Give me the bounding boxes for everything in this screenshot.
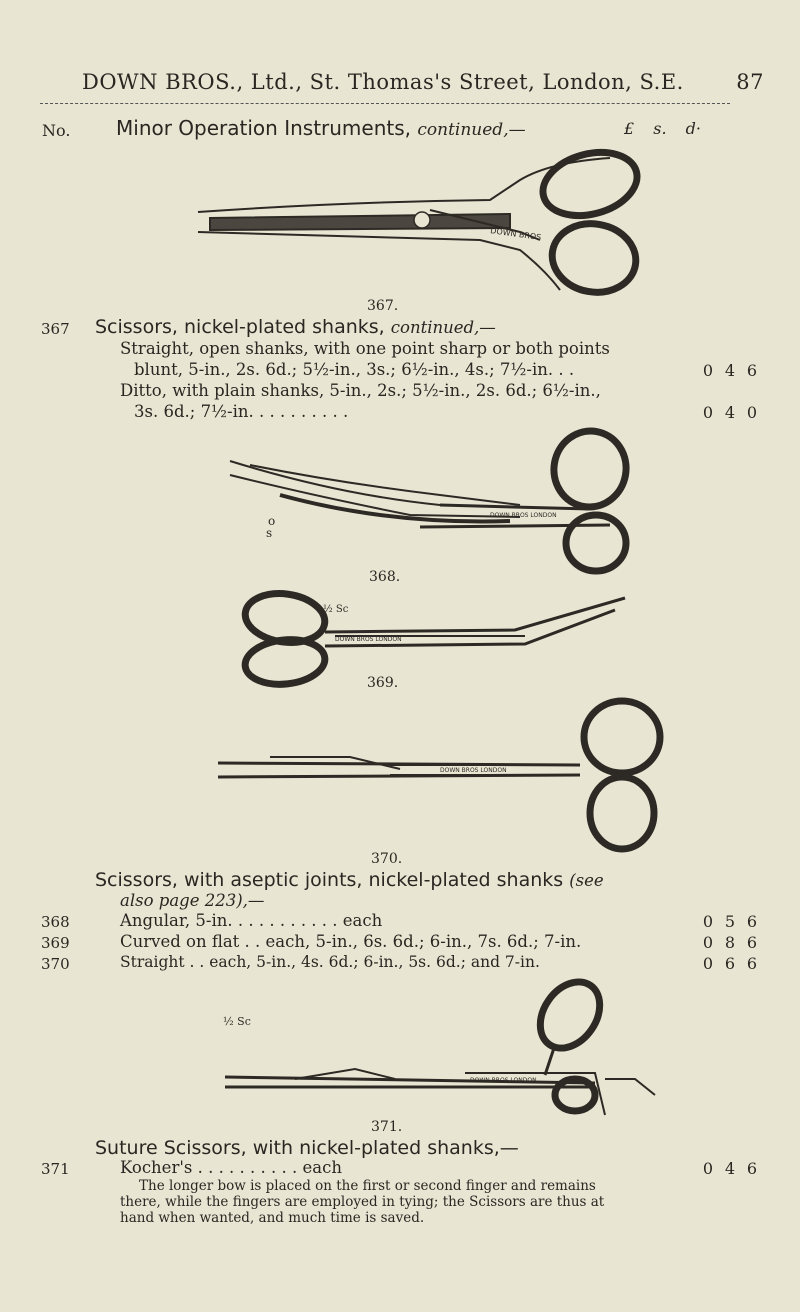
entry-number-368: 368 [41,913,70,931]
entry-371-note-line2: there, while the fingers are employed in tying; the Scissors are thus at [120,1194,605,1210]
scissors-367-illustration [190,140,650,300]
number-column-head: No. [42,121,71,140]
figure-caption-370: 370. [371,851,403,867]
entry-title-367-text: Scissors, nickel-plated shanks, [95,316,385,338]
entry-369-label: Curved on flat . . each, 5-in., 6s. 6d.; 6-in., 7s. 6d.; 7-in. [120,932,582,951]
price-371 [697,1159,763,1178]
entry-number-370: 370 [41,955,70,973]
header-rule [40,103,730,104]
entry-number-367: 367 [41,320,70,338]
svg-text:s: s [266,526,273,540]
scissors-369-illustration [225,588,645,698]
price-shillings: 4 [724,403,736,422]
entry-367-line2: blunt, 5-in., 2s. 6d.; 5½-in., 3s.; 6½-in., 4s.; 7½-in. . . [134,360,575,379]
header-title: DOWN BROS., Ltd., St. Thomas's Street, London, S.E. [82,70,684,94]
price-pounds: 0 [702,361,714,380]
entry-title-367-cont: continued,— [390,318,496,337]
figure-caption-368: 368. [369,569,401,585]
maker-mark-369: DOWN BROS LONDON [335,636,402,643]
scissors-370-illustration [210,695,680,860]
price-pounds: 0 [702,403,714,422]
price-368 [697,912,763,931]
entry-368-370-ref-line: also page 223),— [120,891,265,910]
scissors-371-illustration [215,975,675,1120]
entry-number-371: 371 [41,1160,70,1178]
figure-caption-367: 367. [367,298,399,314]
price-369 [697,933,763,952]
price-shillings: 8 [724,933,736,952]
price-pence: 6 [746,361,758,380]
price-367-a [697,361,763,380]
entry-367-line1: Straight, open shanks, with one point sharp or both points [120,339,610,358]
price-shillings: 4 [724,361,736,380]
maker-mark-371: DOWN BROS LONDON [470,1077,537,1084]
price-pence: 6 [746,912,758,931]
entry-title-367 [95,316,496,338]
price-pounds: 0 [702,1159,714,1178]
entry-367-line4: 3s. 6d.; 7½-in. . . . . . . . . . [134,402,349,421]
shillings-head: s. [653,119,667,138]
figure-caption-369: 369. [367,675,399,691]
scissors-368-illustration [190,425,660,575]
entry-367-line3: Ditto, with plain shanks, 5-in., 2s.; 5½-in., 2s. 6d.; 6½-in., [120,381,601,400]
entry-title-368-370-ref: (see [569,871,604,890]
maker-mark-370: DOWN BROS LONDON [440,767,507,774]
page-number: 87 [736,70,764,94]
pounds-head: £ [624,119,635,138]
entry-title-368-370 [95,869,604,891]
price-pence: 6 [746,1159,758,1178]
price-shillings: 5 [724,912,736,931]
entry-371-label: Kocher's . . . . . . . . . . each [120,1158,342,1177]
section-continued: continued,— [417,120,526,140]
entry-title-371: Suture Scissors, with nickel-plated shanks,— [95,1137,519,1159]
price-pounds: 0 [702,912,714,931]
entry-370-label: Straight . . each, 5-in., 4s. 6d.; 6-in., 5s. 6d.; and 7-in. [120,953,540,971]
price-pence: 6 [746,933,758,952]
price-shillings: 6 [724,954,736,973]
section-title-text: Minor Operation Instruments, [116,116,412,140]
maker-mark-368: DOWN BROS LONDON [490,512,557,519]
entry-371-note-line1: The longer bow is placed on the first or second finger and remains [139,1178,596,1194]
price-pounds: 0 [702,954,714,973]
scale-371: ½ Sc [223,1015,251,1028]
entry-title-368-370-text: Scissors, with aseptic joints, nickel-plated shanks [95,869,564,891]
currency-column-heads [624,119,701,138]
svg-text:o: o [268,514,276,528]
page-header [82,70,764,94]
scale-369: ½ Sc [323,604,349,615]
pence-head: d· [685,119,701,138]
price-367-b [697,403,763,422]
price-shillings: 4 [724,1159,736,1178]
price-pence: 6 [746,954,758,973]
section-title [116,116,526,140]
entry-number-369: 369 [41,934,70,952]
entry-371-note-line3: hand when wanted, and much time is saved. [120,1210,425,1226]
maker-mark-367: DOWN BROS [489,226,542,243]
entry-368-label: Angular, 5-in. . . . . . . . . . . each [120,911,383,930]
price-pounds: 0 [702,933,714,952]
price-pence: 0 [746,403,758,422]
figure-caption-371: 371. [371,1119,403,1135]
price-370 [697,954,763,973]
